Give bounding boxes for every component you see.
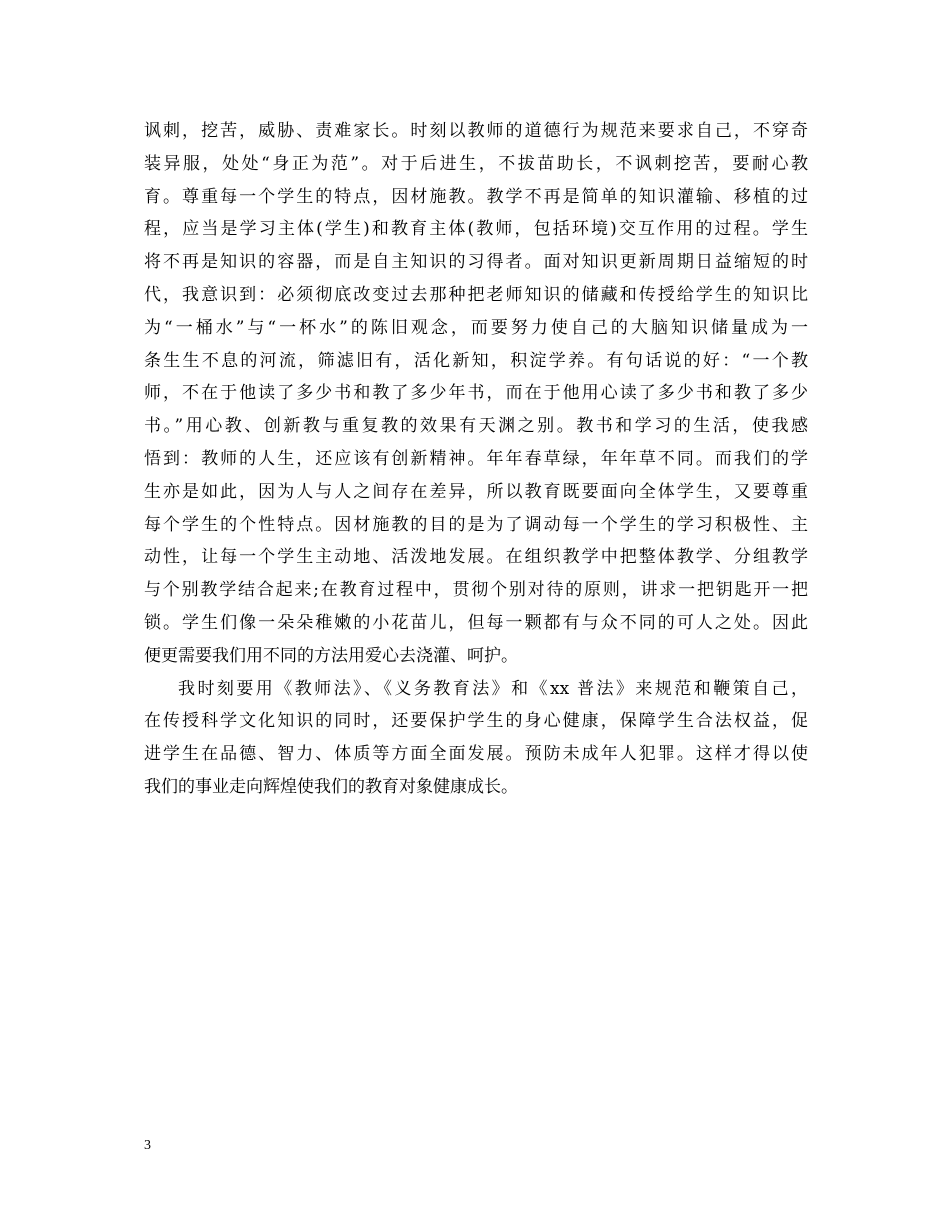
- paragraph-1: [144, 115, 808, 673]
- text-line: 书。”用心教、创新教与重复教的效果有天渊之别。教书和学习的生活，使我感: [144, 416, 808, 437]
- text-line: 将不再是知识的容器，而是自主知识的习得者。面对知识更新周期日益缩短的时: [144, 252, 808, 273]
- text-line: 代，我意识到：必须彻底改变过去那种把老师知识的储藏和传授给学生的知识比: [144, 284, 808, 305]
- text-line: 生亦是如此，因为人与人之间存在差异，所以教育既要面向全体学生，又要尊重: [144, 481, 808, 502]
- text-line: 悟到：教师的人生，还应该有创新精神。年年春草绿，年年草不同。而我们的学: [144, 448, 808, 469]
- text-line: 每个学生的个性特点。因材施教的目的是为了调动每一个学生的学习积极性、主: [144, 514, 808, 535]
- text-line: 讽刺，挖苦，威胁、责难家长。时刻以教师的道德行为规范来要求自己，不穿奇: [144, 121, 808, 141]
- text-line: 育。尊重每一个学生的特点，因材施教。教学不再是简单的知识灌输、移植的过: [144, 186, 808, 207]
- text-line: 进学生在品德、智力、体质等方面全面发展。预防未成年人犯罪。这样才得以使: [144, 744, 808, 765]
- page-number: 3: [144, 1138, 151, 1153]
- paragraph-2: [144, 673, 808, 804]
- text-line: 便更需要我们用不同的方法用爱心去浇灌、呵护。: [144, 645, 518, 666]
- text-line: 师，不在于他读了多少书和教了多少年书，而在于他用心读了多少书和教了多少: [144, 383, 808, 404]
- text-line: 程，应当是学习主体(学生)和教育主体(教师，包括环境)交互作用的过程。学生: [144, 219, 808, 240]
- text-line: 动性，让每一个学生主动地、活泼地发展。在组织教学中把整体教学、分组教学: [144, 547, 808, 568]
- text-line: 我们的事业走向辉煌使我们的教育对象健康成长。: [144, 776, 518, 797]
- text-line: 在传授科学文化知识的同时，还要保护学生的身心健康，保障学生合法权益，促: [144, 711, 808, 732]
- text-line: 装异服，处处“身正为范”。对于后进生，不拔苗助长，不讽刺挖苦，要耐心教: [144, 153, 808, 174]
- text-line: 锁。学生们像一朵朵稚嫩的小花苗儿，但每一颗都有与众不同的可人之处。因此: [144, 612, 808, 633]
- text-line: 为“一桶水”与“一杯水”的陈旧观念，而要努力使自己的大脑知识储量成为一: [144, 317, 808, 338]
- body-text: [144, 115, 808, 804]
- text-line: 我时刻要用《教师法》、《义务教育法》和《xx 普法》来规范和鞭策自己，: [178, 678, 808, 699]
- text-line: 条生生不息的河流，筛滤旧有，活化新知，积淀学养。有句话说的好：“一个教: [144, 350, 808, 371]
- text-line: 与个别教学结合起来;在教育过程中，贯彻个别对待的原则，讲求一把钥匙开一把: [144, 580, 808, 601]
